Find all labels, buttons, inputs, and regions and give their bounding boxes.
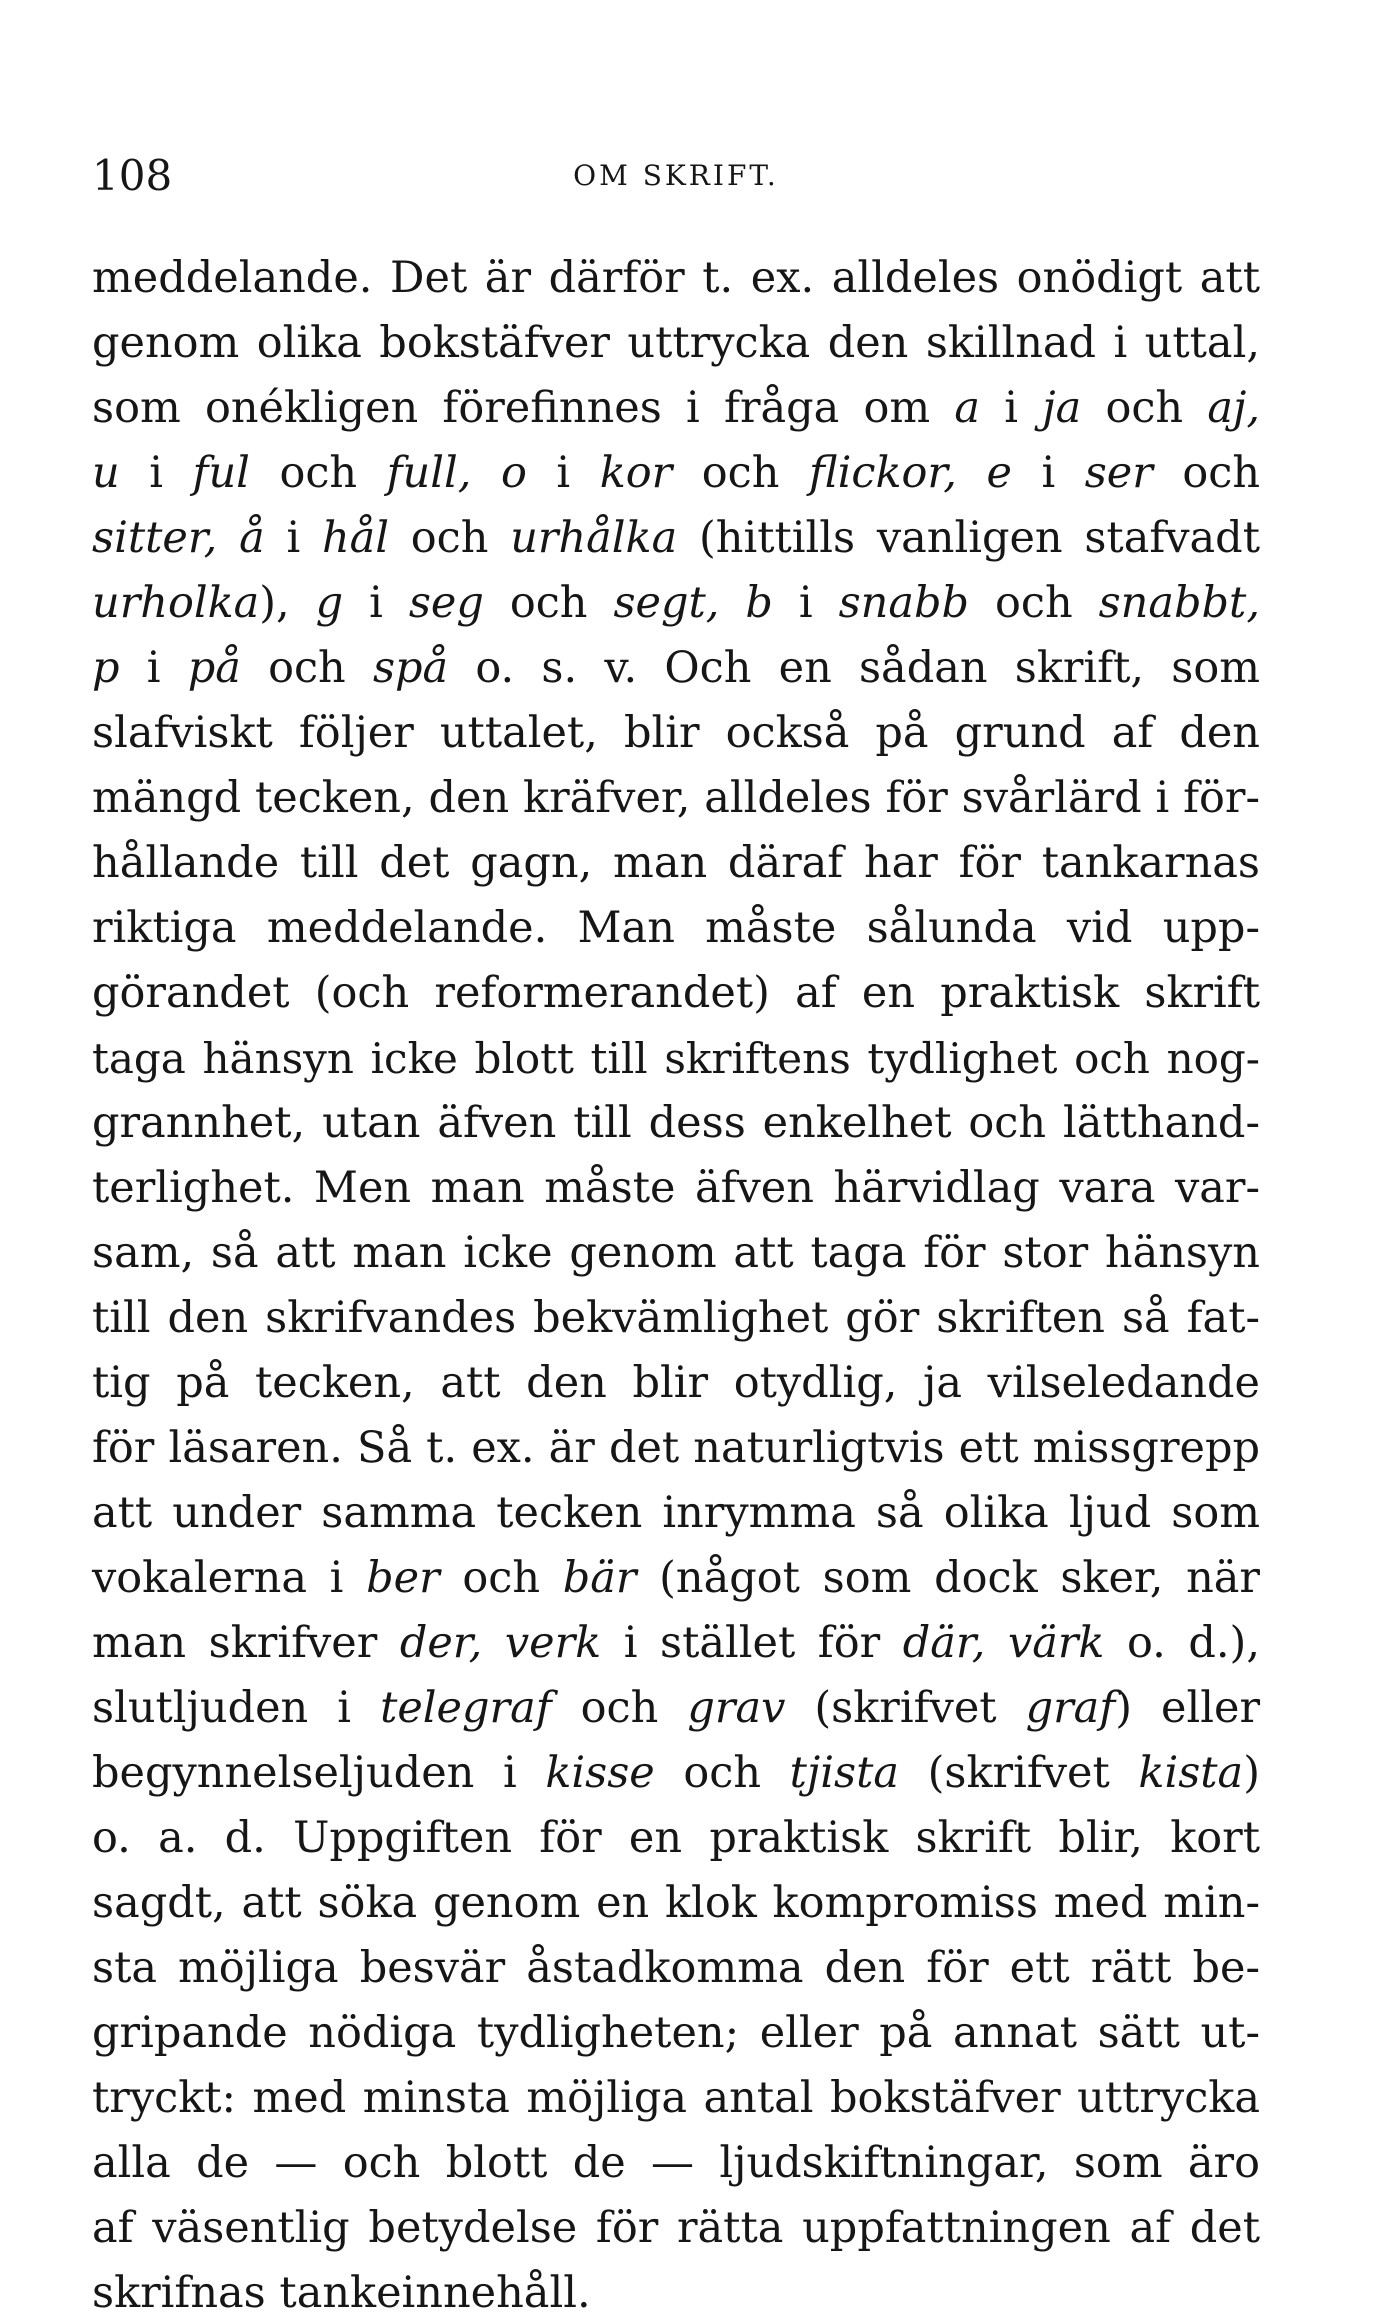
text-line xyxy=(92,1806,1260,1871)
italic-word: seg xyxy=(408,578,484,628)
text-run: gripande nödiga tydligheten; eller på annat sätt ut- xyxy=(92,2008,1260,2058)
italic-word: ber xyxy=(366,1553,440,1603)
text-run: och xyxy=(483,578,614,628)
text-run: i xyxy=(119,448,193,498)
text-line xyxy=(92,1611,1260,1676)
text-line xyxy=(92,2066,1260,2131)
text-run: och xyxy=(439,1553,563,1603)
text-run: och xyxy=(969,578,1099,628)
text-line xyxy=(92,766,1260,831)
italic-word: p xyxy=(92,643,120,693)
text-run: ) eller xyxy=(1115,1683,1260,1733)
text-line xyxy=(92,246,1260,311)
text-run: mängd tecken, den kräfver, alldeles för svårlärd i för- xyxy=(92,773,1260,823)
text-line xyxy=(92,701,1260,766)
italic-word: b xyxy=(745,578,773,628)
italic-word: a xyxy=(954,383,981,433)
text-run: grannhet, utan äfven till dess enkelhet och lätthand- xyxy=(92,1098,1260,1148)
text-run: till den skrifvandes bekvämlighet gör skriften så fat- xyxy=(92,1293,1260,1343)
text-run: slafviskt följer uttalet, blir också på grund af den xyxy=(92,708,1260,758)
italic-word: telegraf xyxy=(380,1683,552,1733)
italic-word: flickor, xyxy=(808,448,957,498)
text-run xyxy=(957,448,987,498)
text-line xyxy=(92,441,1260,506)
italic-word: kisse xyxy=(545,1748,655,1798)
italic-word: aj, xyxy=(1207,383,1260,433)
italic-word: g xyxy=(315,578,344,628)
text-run: och xyxy=(1081,383,1208,433)
text-line xyxy=(92,1286,1260,1351)
text-run: terlighet. Men man måste äfven härvidlag vara var- xyxy=(92,1163,1260,1213)
text-run: o. s. v. Och en sådan skrift, som xyxy=(448,643,1260,693)
text-run: i xyxy=(264,513,322,563)
text-line xyxy=(92,1091,1260,1156)
text-run: sam, så att man icke genom att taga för stor hänsyn xyxy=(92,1228,1260,1278)
text-line xyxy=(92,1676,1260,1741)
text-run: för läsaren. Så t. ex. är det naturligtvis ett missgrepp xyxy=(92,1423,1260,1473)
italic-word: kor xyxy=(599,448,673,498)
text-run xyxy=(985,1618,1008,1668)
text-run xyxy=(482,1618,505,1668)
running-head: OM SKRIFT. xyxy=(573,159,779,192)
text-run xyxy=(719,578,745,628)
text-run: som onékligen förefinnes i fråga om xyxy=(92,383,955,433)
text-run: görandet (och reformerandet) af en praktisk skrift xyxy=(92,968,1260,1018)
text-run xyxy=(471,448,501,498)
text-run: man skrifver xyxy=(92,1618,400,1668)
italic-word: e xyxy=(986,448,1012,498)
text-run: i xyxy=(1011,448,1085,498)
text-line xyxy=(92,2196,1260,2261)
italic-word: snabbt, xyxy=(1098,578,1260,628)
text-line xyxy=(92,636,1260,701)
italic-word: spå xyxy=(372,643,449,693)
text-line xyxy=(92,1026,1260,1091)
text-line xyxy=(92,1741,1260,1806)
text-run: taga hänsyn icke blott till skriftens tydlighet och nog- xyxy=(92,1034,1260,1083)
italic-word: graf xyxy=(1025,1683,1116,1733)
text-line xyxy=(92,2001,1260,2066)
italic-word: der, xyxy=(399,1618,483,1668)
italic-word: sitter, xyxy=(92,513,218,563)
text-run: och xyxy=(389,513,511,563)
text-line xyxy=(92,311,1260,376)
text-run: i xyxy=(980,383,1043,433)
text-line xyxy=(92,571,1260,636)
text-run: och xyxy=(551,1683,688,1733)
text-run: (skrifvet xyxy=(899,1748,1139,1798)
body-text xyxy=(92,246,1260,2321)
text-line xyxy=(92,376,1260,441)
italic-word: tjista xyxy=(789,1748,900,1798)
text-run: i stället för xyxy=(601,1618,903,1668)
text-run: och xyxy=(1152,448,1261,498)
text-line xyxy=(92,831,1260,896)
text-run: och xyxy=(672,448,809,498)
text-run: sta möjliga besvär åstadkomma den för ett rätt be- xyxy=(92,1943,1260,1993)
text-run: i xyxy=(343,578,409,628)
text-line xyxy=(92,1221,1260,1286)
italic-word: grav xyxy=(687,1683,786,1733)
text-run xyxy=(217,513,239,563)
italic-word: värk xyxy=(1007,1618,1105,1668)
text-run: i xyxy=(119,643,188,693)
text-run: meddelande. Det är därför t. ex. alldeles onödigt att xyxy=(92,253,1260,303)
italic-word: hål xyxy=(321,513,390,563)
text-run: skrifnas tankeinnehåll. xyxy=(92,2268,591,2318)
italic-word: på xyxy=(187,643,241,693)
italic-word: kista xyxy=(1138,1748,1244,1798)
text-run: riktiga meddelande. Man måste sålunda vid upp- xyxy=(92,903,1260,953)
text-line xyxy=(92,1481,1260,1546)
italic-word: ser xyxy=(1084,448,1153,498)
text-run: o. a. d. Uppgiften för en praktisk skrift blir, kort xyxy=(92,1813,1260,1863)
italic-word: där, xyxy=(902,1618,986,1668)
italic-word: u xyxy=(92,448,120,498)
italic-word: snabb xyxy=(838,578,970,628)
text-line xyxy=(92,1936,1260,2001)
text-run: och xyxy=(654,1748,790,1798)
text-run: (skrifvet xyxy=(785,1683,1026,1733)
text-run: (hittills vanligen stafvadt xyxy=(677,513,1260,563)
text-line xyxy=(92,1546,1260,1611)
italic-word: ful xyxy=(192,448,250,498)
text-run: tig på tecken, att den blir otydlig, ja vilseledande xyxy=(92,1358,1260,1408)
italic-word: o xyxy=(500,448,527,498)
italic-word: å xyxy=(239,513,265,563)
text-run: af väsentlig betydelse för rätta uppfattningen af det xyxy=(92,2203,1260,2253)
text-line xyxy=(92,506,1260,571)
text-run: och xyxy=(240,643,373,693)
text-line xyxy=(92,1351,1260,1416)
text-run: alla de — och blott de — ljudskiftningar, som äro xyxy=(92,2138,1260,2188)
text-run: vokalerna i xyxy=(92,1553,367,1603)
text-run: genom olika bokstäfver uttrycka den skillnad i uttal, xyxy=(92,318,1260,368)
text-run: ), xyxy=(259,578,316,628)
italic-word: ja xyxy=(1042,383,1082,433)
text-line xyxy=(92,961,1260,1026)
text-run: slutljuden i xyxy=(92,1683,381,1733)
text-line xyxy=(92,1156,1260,1221)
text-run: ) xyxy=(1243,1748,1260,1798)
text-run: o. d.), xyxy=(1104,1618,1261,1668)
text-line xyxy=(92,1871,1260,1936)
text-run: i xyxy=(526,448,600,498)
text-run: begynnelseljuden i xyxy=(92,1748,546,1798)
text-line xyxy=(92,2261,1260,2321)
italic-word: full, xyxy=(386,448,472,498)
italic-word: segt, xyxy=(613,578,720,628)
text-run: i xyxy=(772,578,839,628)
italic-word: bär xyxy=(562,1553,637,1603)
text-run: sagdt, att söka genom en klok kompromiss med min- xyxy=(92,1878,1260,1928)
text-run: hållande till det gagn, man däraf har för tankarnas xyxy=(92,838,1260,888)
italic-word: verk xyxy=(504,1618,602,1668)
text-run: att under samma tecken inrymma så olika ljud som xyxy=(92,1488,1260,1538)
page-header xyxy=(92,148,1260,204)
text-run: och xyxy=(249,448,387,498)
italic-word: urhålka xyxy=(510,513,678,563)
text-line xyxy=(92,1416,1260,1481)
text-run: tryckt: med minsta möjliga antal bokstäfver uttrycka xyxy=(92,2073,1260,2123)
text-line xyxy=(92,896,1260,961)
italic-word: urholka xyxy=(92,578,260,628)
page-number: 108 xyxy=(92,151,173,200)
text-line xyxy=(92,2131,1260,2196)
text-run: (något som dock sker, när xyxy=(636,1553,1260,1603)
